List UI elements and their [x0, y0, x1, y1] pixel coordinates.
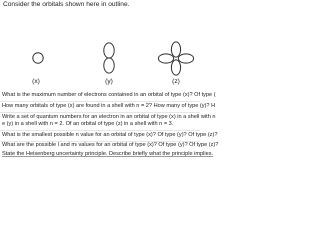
question-6: State the Heisenberg uncertainty principle. Describe briefly what the principle implies.: [2, 151, 214, 157]
orbital-label-x: (x): [32, 78, 40, 85]
orbital-label-z: (z): [172, 78, 180, 85]
divider: [0, 130, 200, 131]
orbital-diagrams: [0, 0, 200, 100]
question-2: How many orbitals of type (x) are found in a shell with n = 2? How many of type (y)? H: [2, 103, 216, 109]
question-1: What is the maximum number of electrons contained in an orbital of type (x)? Of type (: [2, 92, 216, 98]
question-4: What is the smallest possible n value for an orbital of type (x)? Of type (y)? Of type (z)?: [2, 132, 218, 138]
divider: [0, 112, 200, 113]
divider: [0, 101, 200, 102]
d-orbital-cloverleaf-icon: [158, 42, 193, 75]
p-orbital-dumbbell-icon: [104, 43, 114, 73]
s-orbital-circle-icon: [33, 53, 43, 63]
orbital-label-y: (y): [105, 78, 113, 85]
question-5: What are the possible l and mₗ values for an orbital of type (x)? Of type (y)? Of type (z)?: [2, 142, 219, 148]
question-3: Write a set of quantum numbers for an electron in an orbital of type (x) in a shell with n: [2, 114, 216, 120]
intro-text: Consider the orbitals shown here in outline.: [3, 1, 130, 8]
question-3-continued: e (y) in a shell with n = 2. Of an orbital of type (z) in a shell with n = 3.: [2, 121, 174, 127]
